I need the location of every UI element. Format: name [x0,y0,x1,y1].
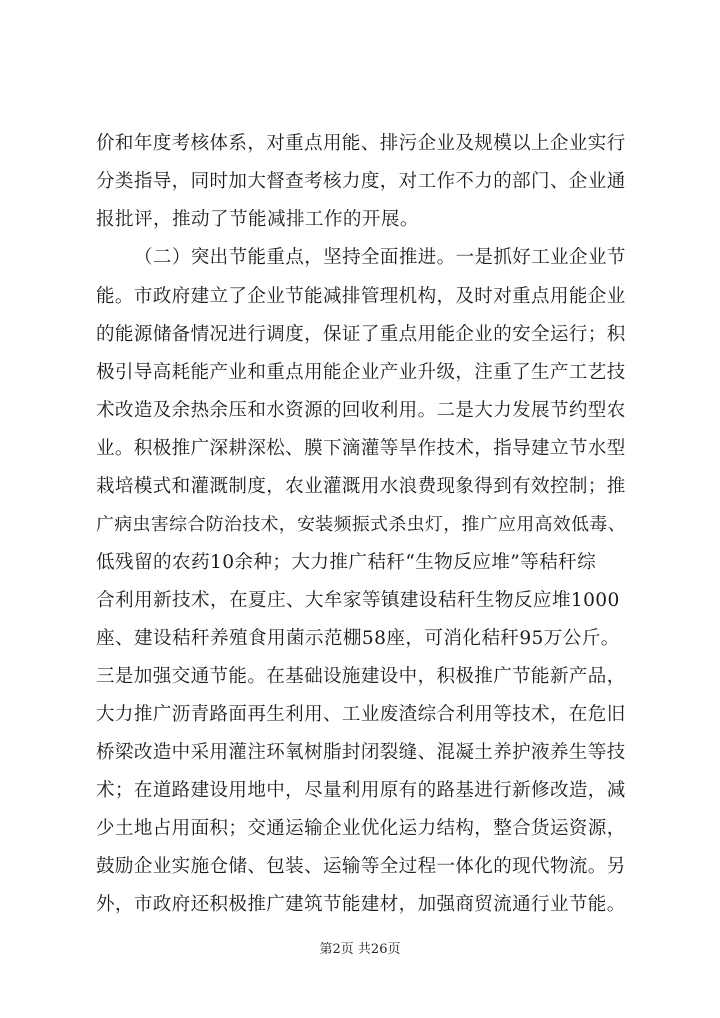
text-line: 栽培模式和灌溉制度，农业灌溉用水浪费现象得到有效控制；推 [96,476,626,497]
text-line: 的能源储备情况进行调度，保证了重点用能企业的安全运行；积 [96,324,626,345]
text-line: 少土地占用面积；交通运输企业优化运力结构，整合货运资源， [96,818,626,839]
text-line: 业。积极推广深耕深松、膜下滴灌等旱作技术，指导建立节水型 [96,438,626,459]
text-line: （二）突出节能重点，坚持全面推进。一是抓好工业企业节 [134,247,626,268]
text-line: 桥梁改造中采用灌注环氧树脂封闭裂缝、混凝土养护液养生等技 [96,742,626,763]
text-line: 外，市政府还积极推广建筑节能建材，加强商贸流通行业节能。 [96,894,626,915]
text-line: 座、建设秸秆养殖食用菌示范棚58座，可消化秸秆95万公斤。 [96,628,620,649]
text-line: 鼓励企业实施仓储、包装、运输等全过程一体化的现代物流。另 [96,856,626,877]
text-line: 大力推广沥青路面再生利用、工业废渣综合利用等技术，在危旧 [96,704,626,725]
text-line: 价和年度考核体系，对重点用能、排污企业及规模以上企业实行 [96,133,626,154]
text-line: 术；在道路建设用地中，尽量利用原有的路基进行新修改造，减 [96,780,626,801]
text-line: 分类指导，同时加大督查考核力度，对工作不力的部门、企业通 [96,171,626,192]
text-line: 低残留的农药10余种；大力推广秸秆“生物反应堆”等秸秆综 [96,552,597,573]
text-line: 报批评，推动了节能减排工作的开展。 [96,209,419,230]
text-line: 术改造及余热余压和水资源的回收利用。二是大力发展节约型农 [96,400,626,421]
text-line: 三是加强交通节能。在基础设施建设中，积极推广节能新产品， [96,666,626,687]
text-line: 合利用新技术，在夏庄、大牟家等镇建设秸秆生物反应堆1000 [96,590,620,611]
page-number-footer: 第2页 共26页 [319,942,401,957]
text-line: 能。市政府建立了企业节能减排管理机构，及时对重点用能企业 [96,286,626,307]
text-line: 极引导高耗能产业和重点用能企业产业升级，注重了生产工艺技 [96,362,626,383]
text-line: 广病虫害综合防治技术，安装频振式杀虫灯，推广应用高效低毒、 [96,514,626,535]
